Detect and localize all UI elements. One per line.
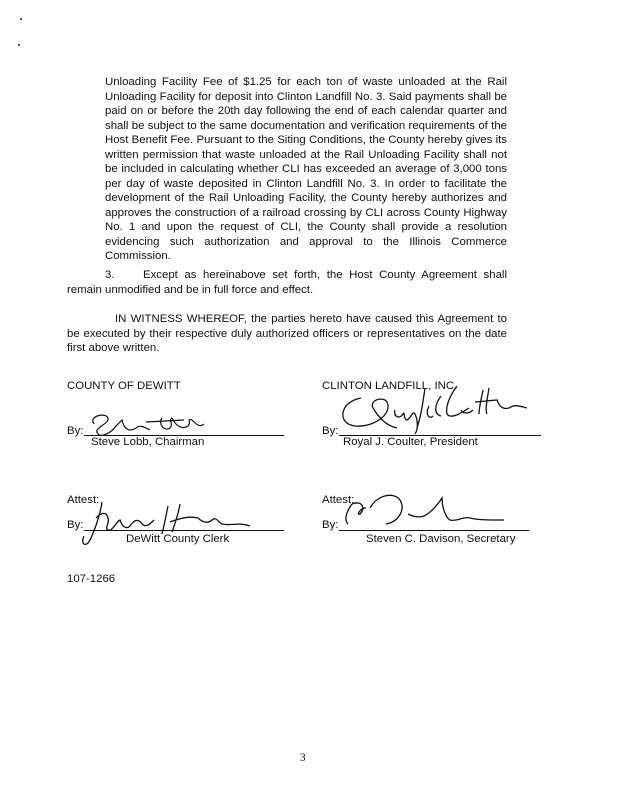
page-number: 3 xyxy=(300,752,306,764)
right-signer-name: Royal J. Coulter, President xyxy=(343,436,478,448)
right-attest-signer-name: Steven C. Davison, Secretary xyxy=(366,533,516,545)
left-attest-signer-name: DeWitt County Clerk xyxy=(126,533,230,545)
right-by-label: By: xyxy=(322,425,339,437)
clause-text: Except as hereinabove set forth, the Host County Agreement shall remain unmodified and be in full force and effect. xyxy=(67,269,507,296)
paragraph-continuation: Unloading Facility Fee of $1.25 for each ton of waste unloaded at the Rail Unloading Facility for deposit into Clinton Landfill No. 3. Said payments shall be paid on or before the 20th day following the end of each calendar quarter and shall be subject to the same documentation and verification requirements of the Host Benefit Fee. Pursuant to the Siting Conditions, the County hereby gives its written permission that waste unloaded at the Rail Unloading Facility shall not be included in calculating whether CLI has exceeded an average of 3,000 tons per day of waste deposited in Clinton Landfill No. 3. In order to facilitate the development of the Rail Unloading Facility, the County hereby authorizes and approves the construction of a railroad crossing by CLI across County Highway No. 1 and upon the request of CLI, the County shall provide a resolution evidencing such authorization and approval to the Illinois Commerce Commission. xyxy=(105,76,507,262)
left-attest-label: Attest: xyxy=(67,494,100,506)
document-number: 107-1266 xyxy=(67,573,116,585)
witness-paragraph: IN WITNESS WHEREOF, the parties hereto have caused this Agreement to be executed by their respective duly authorized officers or representatives on the date first above written. xyxy=(67,313,507,354)
royal-coulter-signature xyxy=(333,384,528,436)
left-signer-name: Steve Lobb, Chairman xyxy=(91,436,205,448)
left-by-label: By: xyxy=(67,425,84,437)
clause-number: 3. xyxy=(105,269,115,281)
left-party-name: COUNTY OF DEWITT xyxy=(67,380,181,392)
left-attest-by-label: By: xyxy=(67,519,84,531)
scan-speck xyxy=(18,44,20,46)
scan-speck xyxy=(20,18,22,20)
right-party-name: CLINTON LANDFILL, INC. xyxy=(322,380,458,392)
right-attest-by-label: By: xyxy=(322,519,339,531)
county-clerk-signature xyxy=(80,496,255,556)
right-attest-label: Attest: xyxy=(322,494,355,506)
clause-paragraph xyxy=(67,268,507,297)
steven-davison-signature xyxy=(338,484,508,532)
